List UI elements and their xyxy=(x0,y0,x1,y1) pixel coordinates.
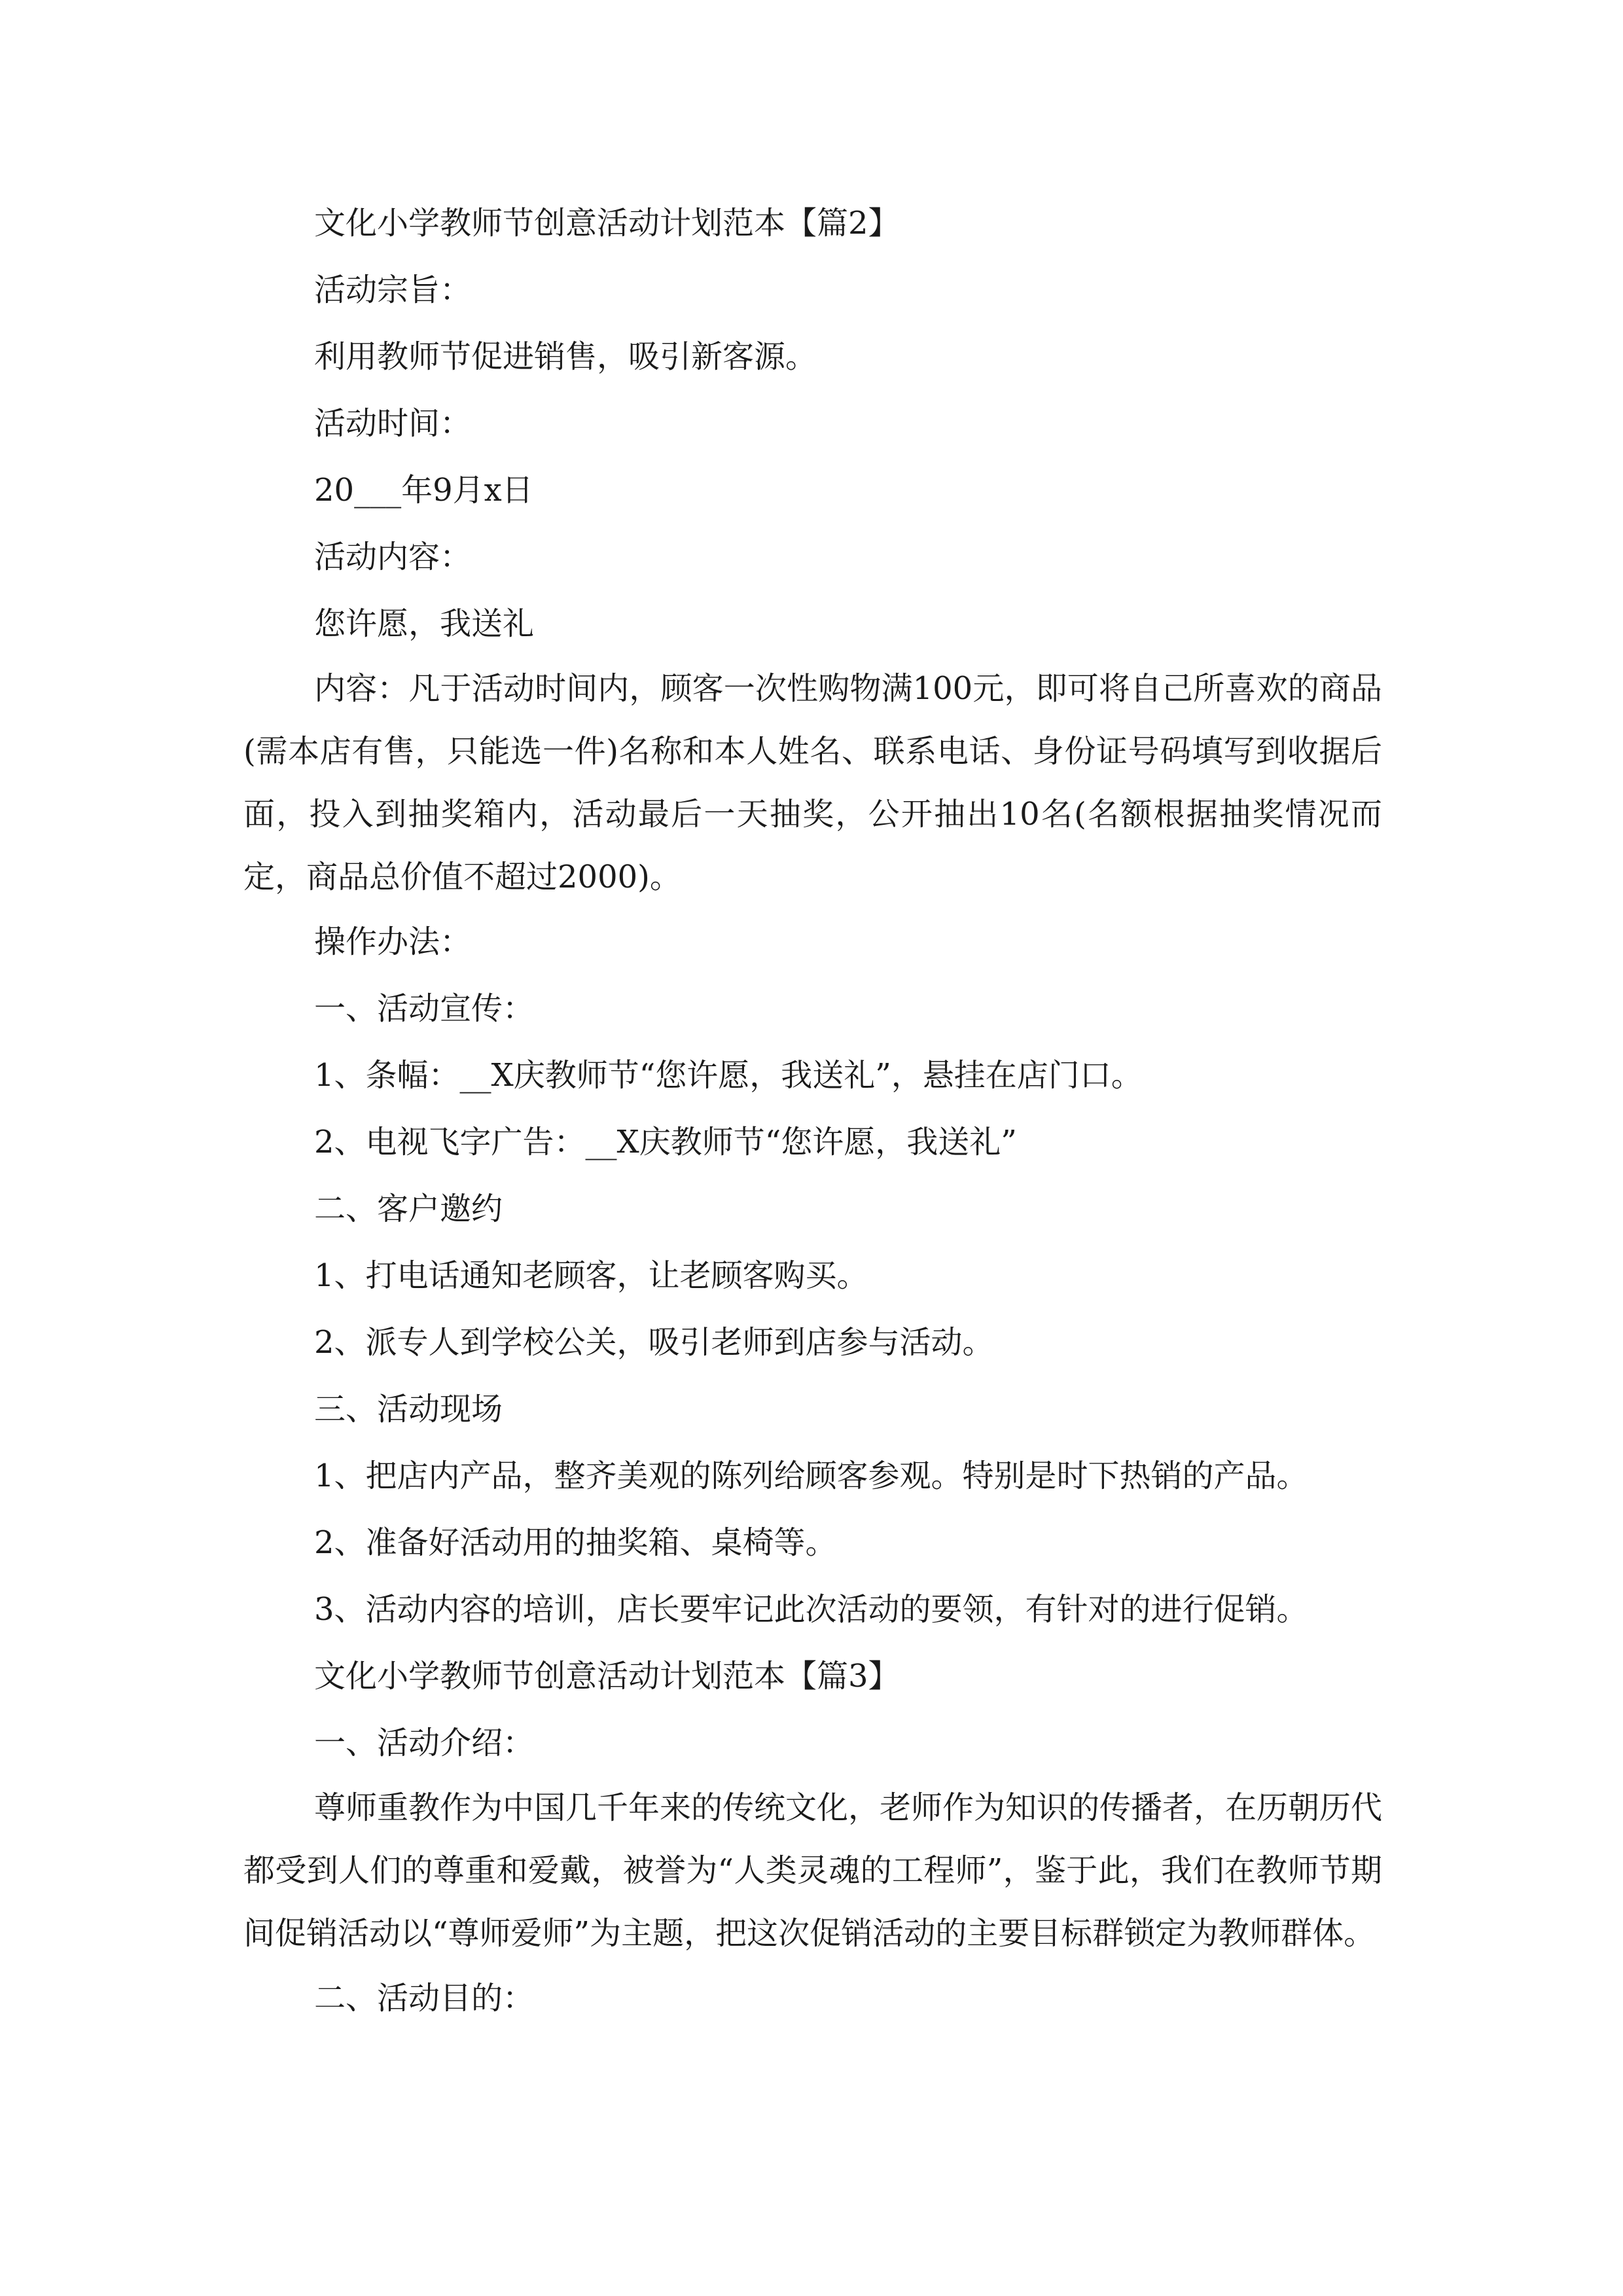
promotion-item-2: 2、电视飞字广告：__X庆教师节“您许愿，我送礼” xyxy=(314,1124,1017,1160)
section-event-site: 三、活动现场 xyxy=(314,1391,503,1427)
activity-time-text: 20___年9月x日 xyxy=(314,472,533,509)
section-heading-part-2: 文化小学教师节创意活动计划范本【篇2】 xyxy=(314,205,900,242)
section-introduction: 一、活动介绍： xyxy=(314,1725,535,1761)
activity-slogan: 您许愿，我送礼 xyxy=(314,605,535,642)
activity-purpose-label: 活动宗旨： xyxy=(314,272,472,308)
activity-time-label: 活动时间： xyxy=(314,405,472,442)
site-item-1: 1、把店内产品，整齐美观的陈列给顾客参观。特别是时下热销的产品。 xyxy=(314,1458,1308,1494)
site-item-2: 2、准备好活动用的抽奖箱、桌椅等。 xyxy=(314,1524,837,1561)
activity-content-label: 活动内容： xyxy=(314,539,472,575)
section-promotion: 一、活动宣传： xyxy=(314,990,535,1027)
document-body xyxy=(243,190,1382,2032)
promotion-item-1: 1、条幅：__X庆教师节“您许愿，我送礼”，悬挂在店门口。 xyxy=(314,1057,1143,1094)
introduction-paragraph: 尊师重教作为中国几千年来的传统文化，老师作为知识的传播者，在历朝历代都受到人们的尊重和爱戴，被誉为“人类灵魂的工程师”，鉴于此，我们在教师节期间促销活动以“尊师爱师”为主题，把这次促销活动的主要目标群锁定为教师群体。 xyxy=(243,1789,1383,1952)
section-customer-invite: 二、客户邀约 xyxy=(314,1191,503,1227)
site-item-3: 3、活动内容的培训，店长要牢记此次活动的要领，有针对的进行促销。 xyxy=(314,1591,1308,1628)
section-purpose: 二、活动目的： xyxy=(314,1980,535,2017)
activity-content-paragraph: 内容：凡于活动时间内，顾客一次性购物满100元，即可将自己所喜欢的商品(需本店有售，只能选一件)名称和本人姓名、联系电话、身份证号码填写到收据后面，投入到抽奖箱内，活动最后一天抽奖，公开抽出10名(名额根据抽奖情况而定，商品总价值不超过2000)。 xyxy=(243,670,1382,895)
activity-purpose-text: 利用教师节促进销售，吸引新客源。 xyxy=(314,338,817,375)
section-heading-part-3: 文化小学教师节创意活动计划范本【篇3】 xyxy=(314,1658,900,1695)
invite-item-1: 1、打电话通知老顾客，让老顾客购买。 xyxy=(314,1257,868,1294)
operation-method-label: 操作办法： xyxy=(314,924,472,960)
invite-item-2: 2、派专人到学校公关，吸引老师到店参与活动。 xyxy=(314,1324,994,1361)
